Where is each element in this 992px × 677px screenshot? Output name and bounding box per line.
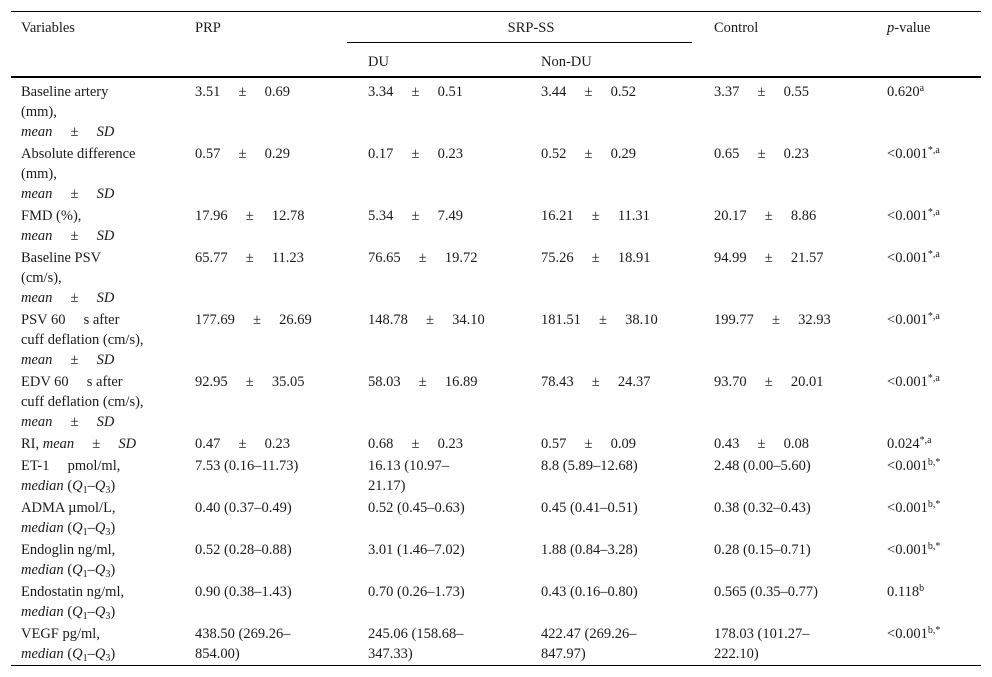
stat-sd: SD [96, 290, 115, 306]
stat-median: median [21, 562, 64, 578]
header-non-du: Non-DU [531, 44, 704, 77]
cell-non-du: 1.88 (0.84–3.28) [541, 542, 638, 558]
stat-q: Q [94, 478, 106, 494]
cell-non-du: 3.44 ± 0.52 [541, 84, 636, 100]
table-row [11, 370, 981, 432]
cell-du: 5.34 ± 7.49 [368, 208, 463, 224]
header-p-value: p-value [877, 12, 981, 45]
cell-du: 0.70 (0.26–1.73) [368, 584, 465, 600]
cell-du: 0.52 (0.45–0.63) [368, 500, 465, 516]
cell-prp: 177.69 ± 26.69 [195, 312, 312, 328]
cell-non-du: 8.8 (5.89–12.68) [541, 458, 638, 474]
cell-du: 148.78 ± 34.10 [368, 312, 485, 328]
stat-median: median [21, 478, 64, 494]
cell-p-value: 0.620$^a$ [887, 83, 925, 100]
cell-control: 94.99 ± 21.57 [714, 250, 824, 266]
row-label: Baseline PSV (cm/s), mean ± SD [21, 250, 115, 306]
cell-p-value: $0.024^{*,a}$ [887, 435, 932, 452]
table-row [11, 246, 981, 308]
cell-non-du: 16.21 ± 11.31 [541, 208, 650, 224]
table-row [11, 622, 981, 666]
header-variables: Variables [11, 12, 185, 45]
cell-control: 0.38 (0.32–0.43) [714, 500, 811, 516]
stat-q: Q [94, 604, 106, 620]
stat-mean: mean [21, 352, 53, 368]
cell-p-value: 0.118$^b$ [887, 583, 925, 600]
cell-prp: 65.77 ± 11.23 [195, 250, 304, 266]
stat-mean: mean [21, 414, 53, 430]
table-row [11, 496, 981, 538]
table-row [11, 142, 981, 204]
cell-p-value: $<0.001^{b,*}$ [887, 457, 941, 474]
table-row [11, 204, 981, 246]
header-control: Control [704, 12, 877, 45]
cell-p-value: $<0.001^{*,a}$ [887, 311, 940, 328]
table-row [11, 308, 981, 370]
cell-prp: 0.57 ± 0.29 [195, 146, 290, 162]
stat-mean: mean [21, 124, 53, 140]
cell-du: 0.17 ± 0.23 [368, 146, 463, 162]
stat-mean: mean [42, 436, 75, 452]
row-label: Endoglin ng/ml, median $(Q_1-Q_3)$ [21, 542, 116, 580]
cell-du: 3.34 ± 0.51 [368, 84, 463, 100]
cell-prp: 3.51 ± 0.69 [195, 84, 290, 100]
stat-q: Q [72, 520, 83, 536]
cell-prp: 0.40 (0.37–0.49) [195, 500, 292, 516]
cell-non-du: 422.47 (269.26– 847.97) [531, 622, 704, 666]
stat-q: Q [94, 646, 106, 662]
cell-du: 0.68 ± 0.23 [368, 436, 463, 452]
row-label: VEGF pg/ml, median $(Q_1-Q_3)$ [11, 622, 185, 666]
cell-non-du: 75.26 ± 18.91 [541, 250, 651, 266]
results-table [11, 11, 981, 666]
cell-control: 3.37 ± 0.55 [714, 84, 809, 100]
table-row [11, 580, 981, 622]
cell-control: 0.28 (0.15–0.71) [714, 542, 811, 558]
row-label: RI, mean ± SD [21, 436, 137, 452]
cell-prp: 7.53 (0.16–11.73) [195, 458, 299, 474]
cell-non-du: 0.57 ± 0.09 [541, 436, 636, 452]
row-label: Absolute difference (mm), mean ± SD [21, 146, 136, 202]
cell-control: 0.65 ± 0.23 [714, 146, 809, 162]
stat-q: Q [72, 646, 83, 662]
header-prp: PRP [185, 12, 358, 45]
cell-p-value: $<0.001^{*,a}$ [887, 249, 940, 266]
header-du: DU [358, 44, 531, 77]
cell-du: 76.65 ± 19.72 [368, 250, 478, 266]
cell-control: 199.77 ± 32.93 [714, 312, 831, 328]
cell-prp: 0.47 ± 0.23 [195, 436, 290, 452]
cell-du: 58.03 ± 16.89 [368, 374, 478, 390]
stat-q: Q [94, 520, 106, 536]
stat-mean: mean [21, 228, 53, 244]
stat-sd: SD [96, 186, 115, 202]
row-label: Baseline artery (mm), mean ± SD [21, 84, 115, 140]
table-row [11, 454, 981, 496]
cell-prp: 438.50 (269.26– 854.00) [185, 622, 358, 666]
stat-sd: SD [96, 124, 115, 140]
cell-p-value: $<0.001^{b,*}$ [877, 622, 981, 666]
cell-non-du: 0.43 (0.16–0.80) [541, 584, 638, 600]
stat-mean: mean [21, 290, 53, 306]
stat-mean: mean [21, 186, 53, 202]
row-label: FMD (%), mean ± SD [21, 208, 115, 244]
cell-control: 93.70 ± 20.01 [714, 374, 824, 390]
cell-control: 0.43 ± 0.08 [714, 436, 809, 452]
row-label: EDV 60 s after cuff deflation (cm/s), mean ± SD [21, 374, 144, 430]
cell-control: 20.17 ± 8.86 [714, 208, 817, 224]
cell-prp: 92.95 ± 35.05 [195, 374, 305, 390]
cell-p-value: $<0.001^{*,a}$ [887, 373, 940, 390]
stat-median: median [21, 646, 64, 662]
cell-control: 2.48 (0.00–5.60) [714, 458, 811, 474]
cell-du: 16.13 (10.97– 21.17) [368, 458, 449, 494]
header-srp-ss: SRP-SS [358, 12, 704, 45]
stat-sd: SD [96, 414, 115, 430]
cell-p-value: $<0.001^{*,a}$ [887, 145, 940, 162]
stat-sd: SD [96, 352, 115, 368]
row-label: PSV 60 s after cuff deflation (cm/s), mean ± SD [21, 312, 144, 368]
cell-du: 3.01 (1.46–7.02) [368, 542, 465, 558]
table-row [11, 77, 981, 142]
stat-q: Q [72, 562, 83, 578]
cell-non-du: 181.51 ± 38.10 [541, 312, 658, 328]
cell-non-du: 0.52 ± 0.29 [541, 146, 636, 162]
stat-sd: SD [118, 436, 137, 452]
cell-p-value: $<0.001^{*,a}$ [887, 207, 940, 224]
table-row [11, 538, 981, 580]
cell-prp: 0.90 (0.38–1.43) [195, 584, 292, 600]
cell-control: 0.565 (0.35–0.77) [714, 584, 818, 600]
cell-non-du: 0.45 (0.41–0.51) [541, 500, 638, 516]
stat-q: Q [72, 478, 83, 494]
table-row [11, 432, 981, 454]
srp-ss-group-rule [347, 42, 692, 43]
stat-q: Q [94, 562, 106, 578]
stat-q: Q [72, 604, 83, 620]
row-label: ET-1 pmol/ml, median $(Q_1-Q_3)$ [21, 458, 121, 496]
cell-control: 178.03 (101.27– 222.10) [704, 622, 877, 666]
stat-median: median [21, 604, 64, 620]
row-label: ADMA µmol/L, median $(Q_1-Q_3)$ [21, 500, 116, 538]
row-label: Endostatin ng/ml, median $(Q_1-Q_3)$ [21, 584, 125, 622]
cell-p-value: $<0.001^{b,*}$ [887, 499, 941, 516]
stat-median: median [21, 520, 64, 536]
stat-sd: SD [96, 228, 115, 244]
cell-p-value: $<0.001^{b,*}$ [887, 541, 941, 558]
cell-prp: 17.96 ± 12.78 [195, 208, 305, 224]
cell-non-du: 78.43 ± 24.37 [541, 374, 651, 390]
cell-du: 245.06 (158.68– 347.33) [358, 622, 531, 666]
cell-prp: 0.52 (0.28–0.88) [195, 542, 292, 558]
